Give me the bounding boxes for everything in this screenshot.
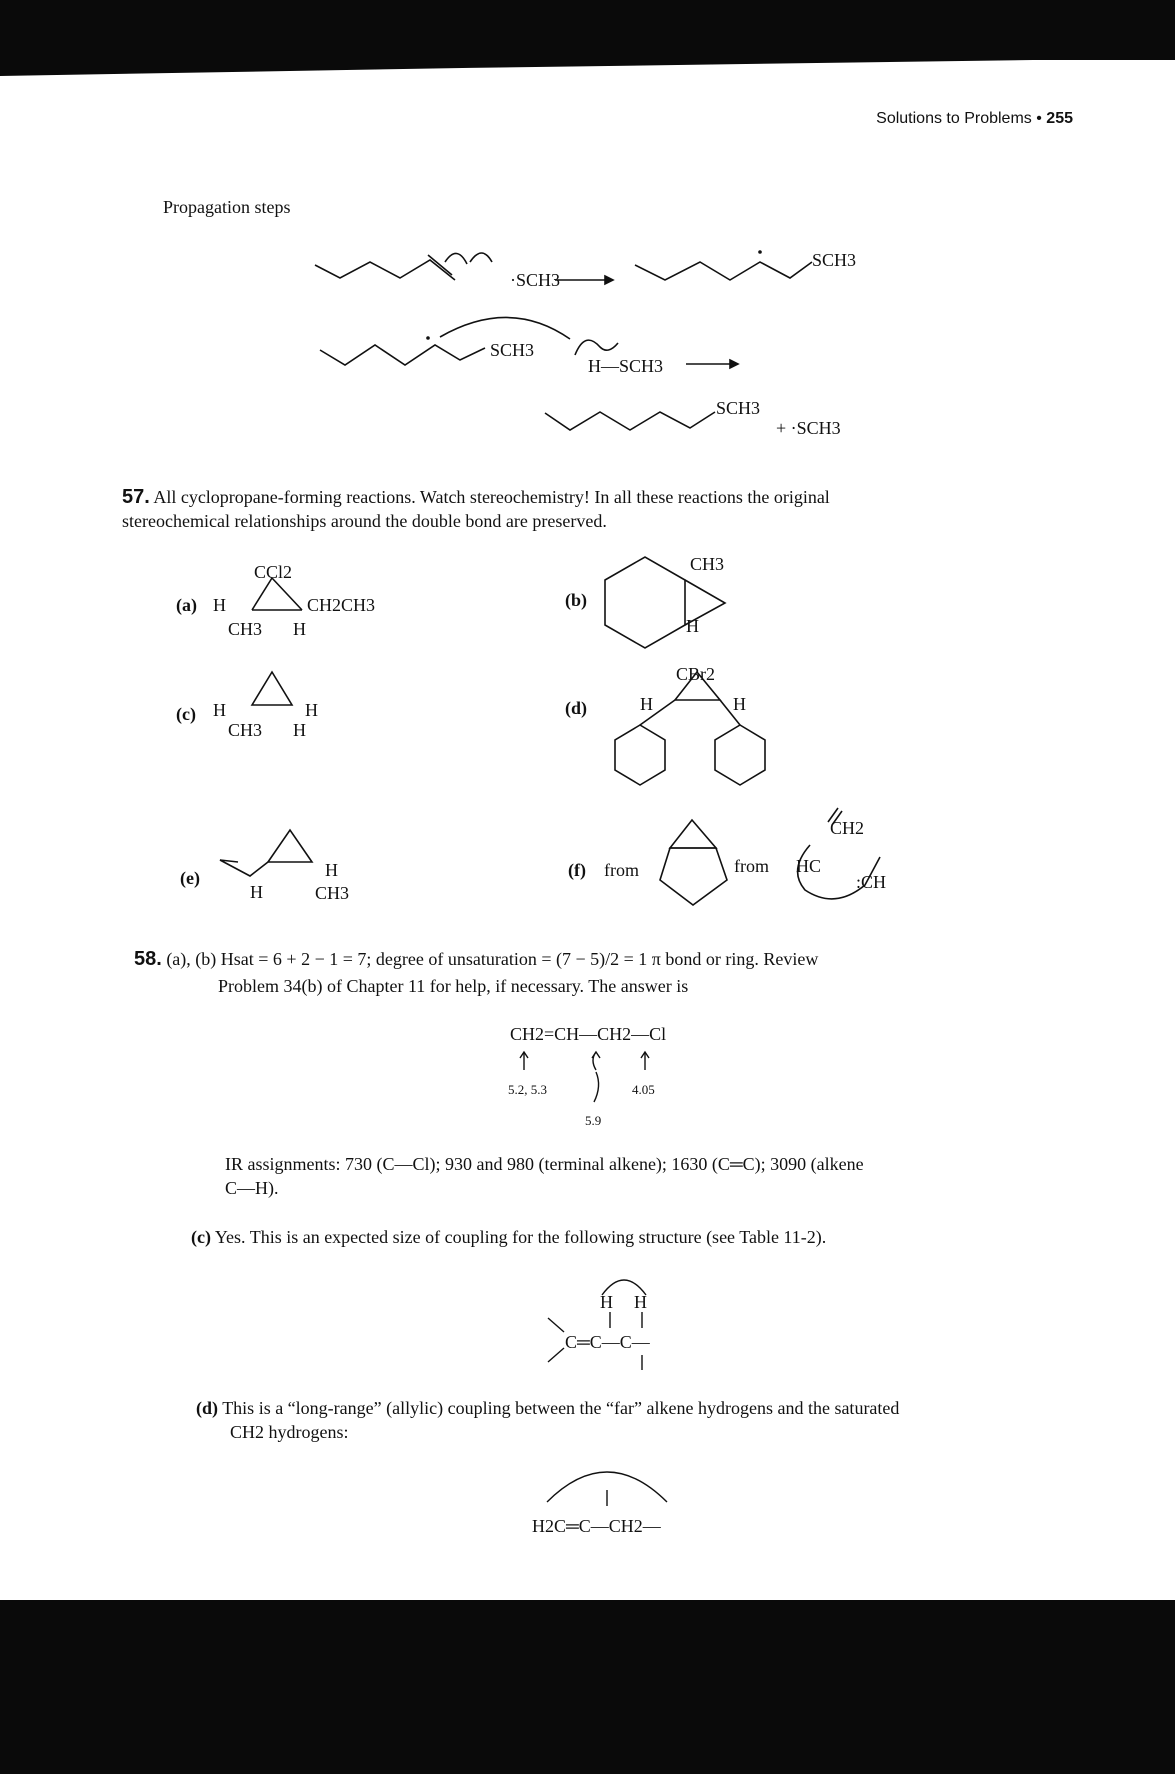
57c-ch3: CH3 (228, 720, 263, 740)
header-bullet: • (1036, 110, 1042, 127)
57b-h: H (686, 616, 699, 636)
c-cyclopropane (252, 672, 292, 705)
57f-ch2: CH2 (830, 818, 865, 838)
problem-57-line2: stereochemical relationships around the double bond are preserved. (122, 511, 607, 531)
58d-line2: CH2 hydrogens: (230, 1422, 349, 1442)
ir-assignments (225, 1152, 1025, 1200)
sch3-final: SCH3 (716, 398, 761, 418)
58c-h1: H (600, 1292, 613, 1312)
propagation-heading: Propagation steps (163, 197, 291, 217)
a-cyclopropane (252, 578, 302, 610)
problem-58d (196, 1396, 1076, 1444)
57a-ccl2: CCl2 (254, 562, 293, 582)
57b-ch3: CH3 (690, 554, 725, 574)
57c-h-right: H (305, 700, 318, 720)
f-cyclopentane (660, 848, 727, 905)
57d-h-right: H (733, 694, 746, 714)
58d-line1: This is a “long-range” (allylic) coupling between the “far” alkene hydrogens and the saturated (222, 1398, 900, 1418)
57a-ch2ch3: CH2CH3 (307, 595, 376, 615)
problem-58-number: 58. (134, 948, 162, 970)
ir-line1: IR assignments: 730 (C—Cl); 930 and 980 (terminal alkene); 1630 (C═C); 3090 (alkene (225, 1154, 864, 1174)
57e-h-right: H (325, 860, 338, 880)
problem-57-line1: All cyclopropane-forming reactions. Watch stereochemistry! In all these reactions the original (153, 487, 830, 507)
57e-ch3: CH3 (315, 883, 350, 903)
alkene-chain (315, 260, 455, 280)
57f-label: (f) (568, 860, 586, 880)
scan-bottom-border (0, 1600, 1175, 1774)
57a-h-bottom: H (293, 619, 306, 639)
57d-cbr2: CBr2 (676, 664, 716, 684)
problem-58c (191, 1225, 1041, 1249)
d-phenyl-right (715, 725, 765, 785)
f-cyclopropane (670, 820, 716, 848)
57d-label: (d) (565, 698, 587, 718)
running-title: Solutions to Problems (876, 110, 1032, 127)
57c-h-left: H (213, 700, 226, 720)
ir-line2: C—H). (225, 1178, 279, 1198)
58d-struct: H2C═C—CH2— (532, 1516, 661, 1536)
problem-58-text2: Problem 34(b) of Chapter 11 for help, if necessary. The answer is (218, 976, 689, 996)
problem-57 (122, 485, 1022, 533)
h-sch3: H—SCH3 (588, 356, 664, 376)
57f-from2: from (734, 856, 769, 876)
58-shift1: 5.2, 5.3 (508, 1082, 547, 1097)
58c-label: (c) (191, 1227, 211, 1247)
b-cyclohexane (605, 557, 685, 648)
58c-h2: H (634, 1292, 647, 1312)
page-number: 255 (1046, 110, 1073, 127)
e-cyclopropane (268, 830, 312, 862)
57e-h-bottom: H (250, 882, 263, 902)
57c-label: (c) (176, 704, 196, 724)
sch3-product: SCH3 (812, 250, 857, 270)
plus-sch3-radical: + ·SCH3 (776, 418, 841, 438)
58-shift3: 4.05 (632, 1082, 655, 1097)
problem-58-ab-label: (a), (b) (166, 949, 217, 969)
57f-ch: :CH (856, 872, 887, 892)
problem-58-text1: Hsat = 6 + 2 − 1 = 7; degree of unsaturation = (7 − 5)/2 = 1 π bond or ring. Review (220, 949, 819, 969)
57c-h-bottom: H (293, 720, 306, 740)
57f-hc: HC (796, 856, 822, 876)
58d-label: (d) (196, 1398, 218, 1418)
57a-ch3: CH3 (228, 619, 263, 639)
58-shift2: 5.9 (585, 1113, 602, 1128)
57a-h-left: H (213, 595, 226, 615)
curved-arrow-2 (440, 317, 570, 339)
sch3-radical: ·SCH3 (510, 270, 561, 290)
57d-h-left: H (640, 694, 653, 714)
57b-label: (b) (565, 590, 587, 610)
57e-label: (e) (180, 868, 200, 888)
58-structure: CH2=CH—CH2—Cl (510, 1024, 667, 1044)
58c-struct: C═C—C— (565, 1332, 650, 1352)
58c-text: Yes. This is an expected size of coupling for the following structure (see Table 11-2). (214, 1227, 827, 1247)
fishhook-arrow (445, 253, 467, 264)
57f-from1: from (604, 860, 639, 880)
57a-label: (a) (176, 595, 197, 615)
sch3-chain: SCH3 (490, 340, 535, 360)
problem-58-line1 (134, 947, 1034, 971)
problem-57-number: 57. (122, 486, 150, 508)
d-phenyl-left (615, 725, 665, 785)
